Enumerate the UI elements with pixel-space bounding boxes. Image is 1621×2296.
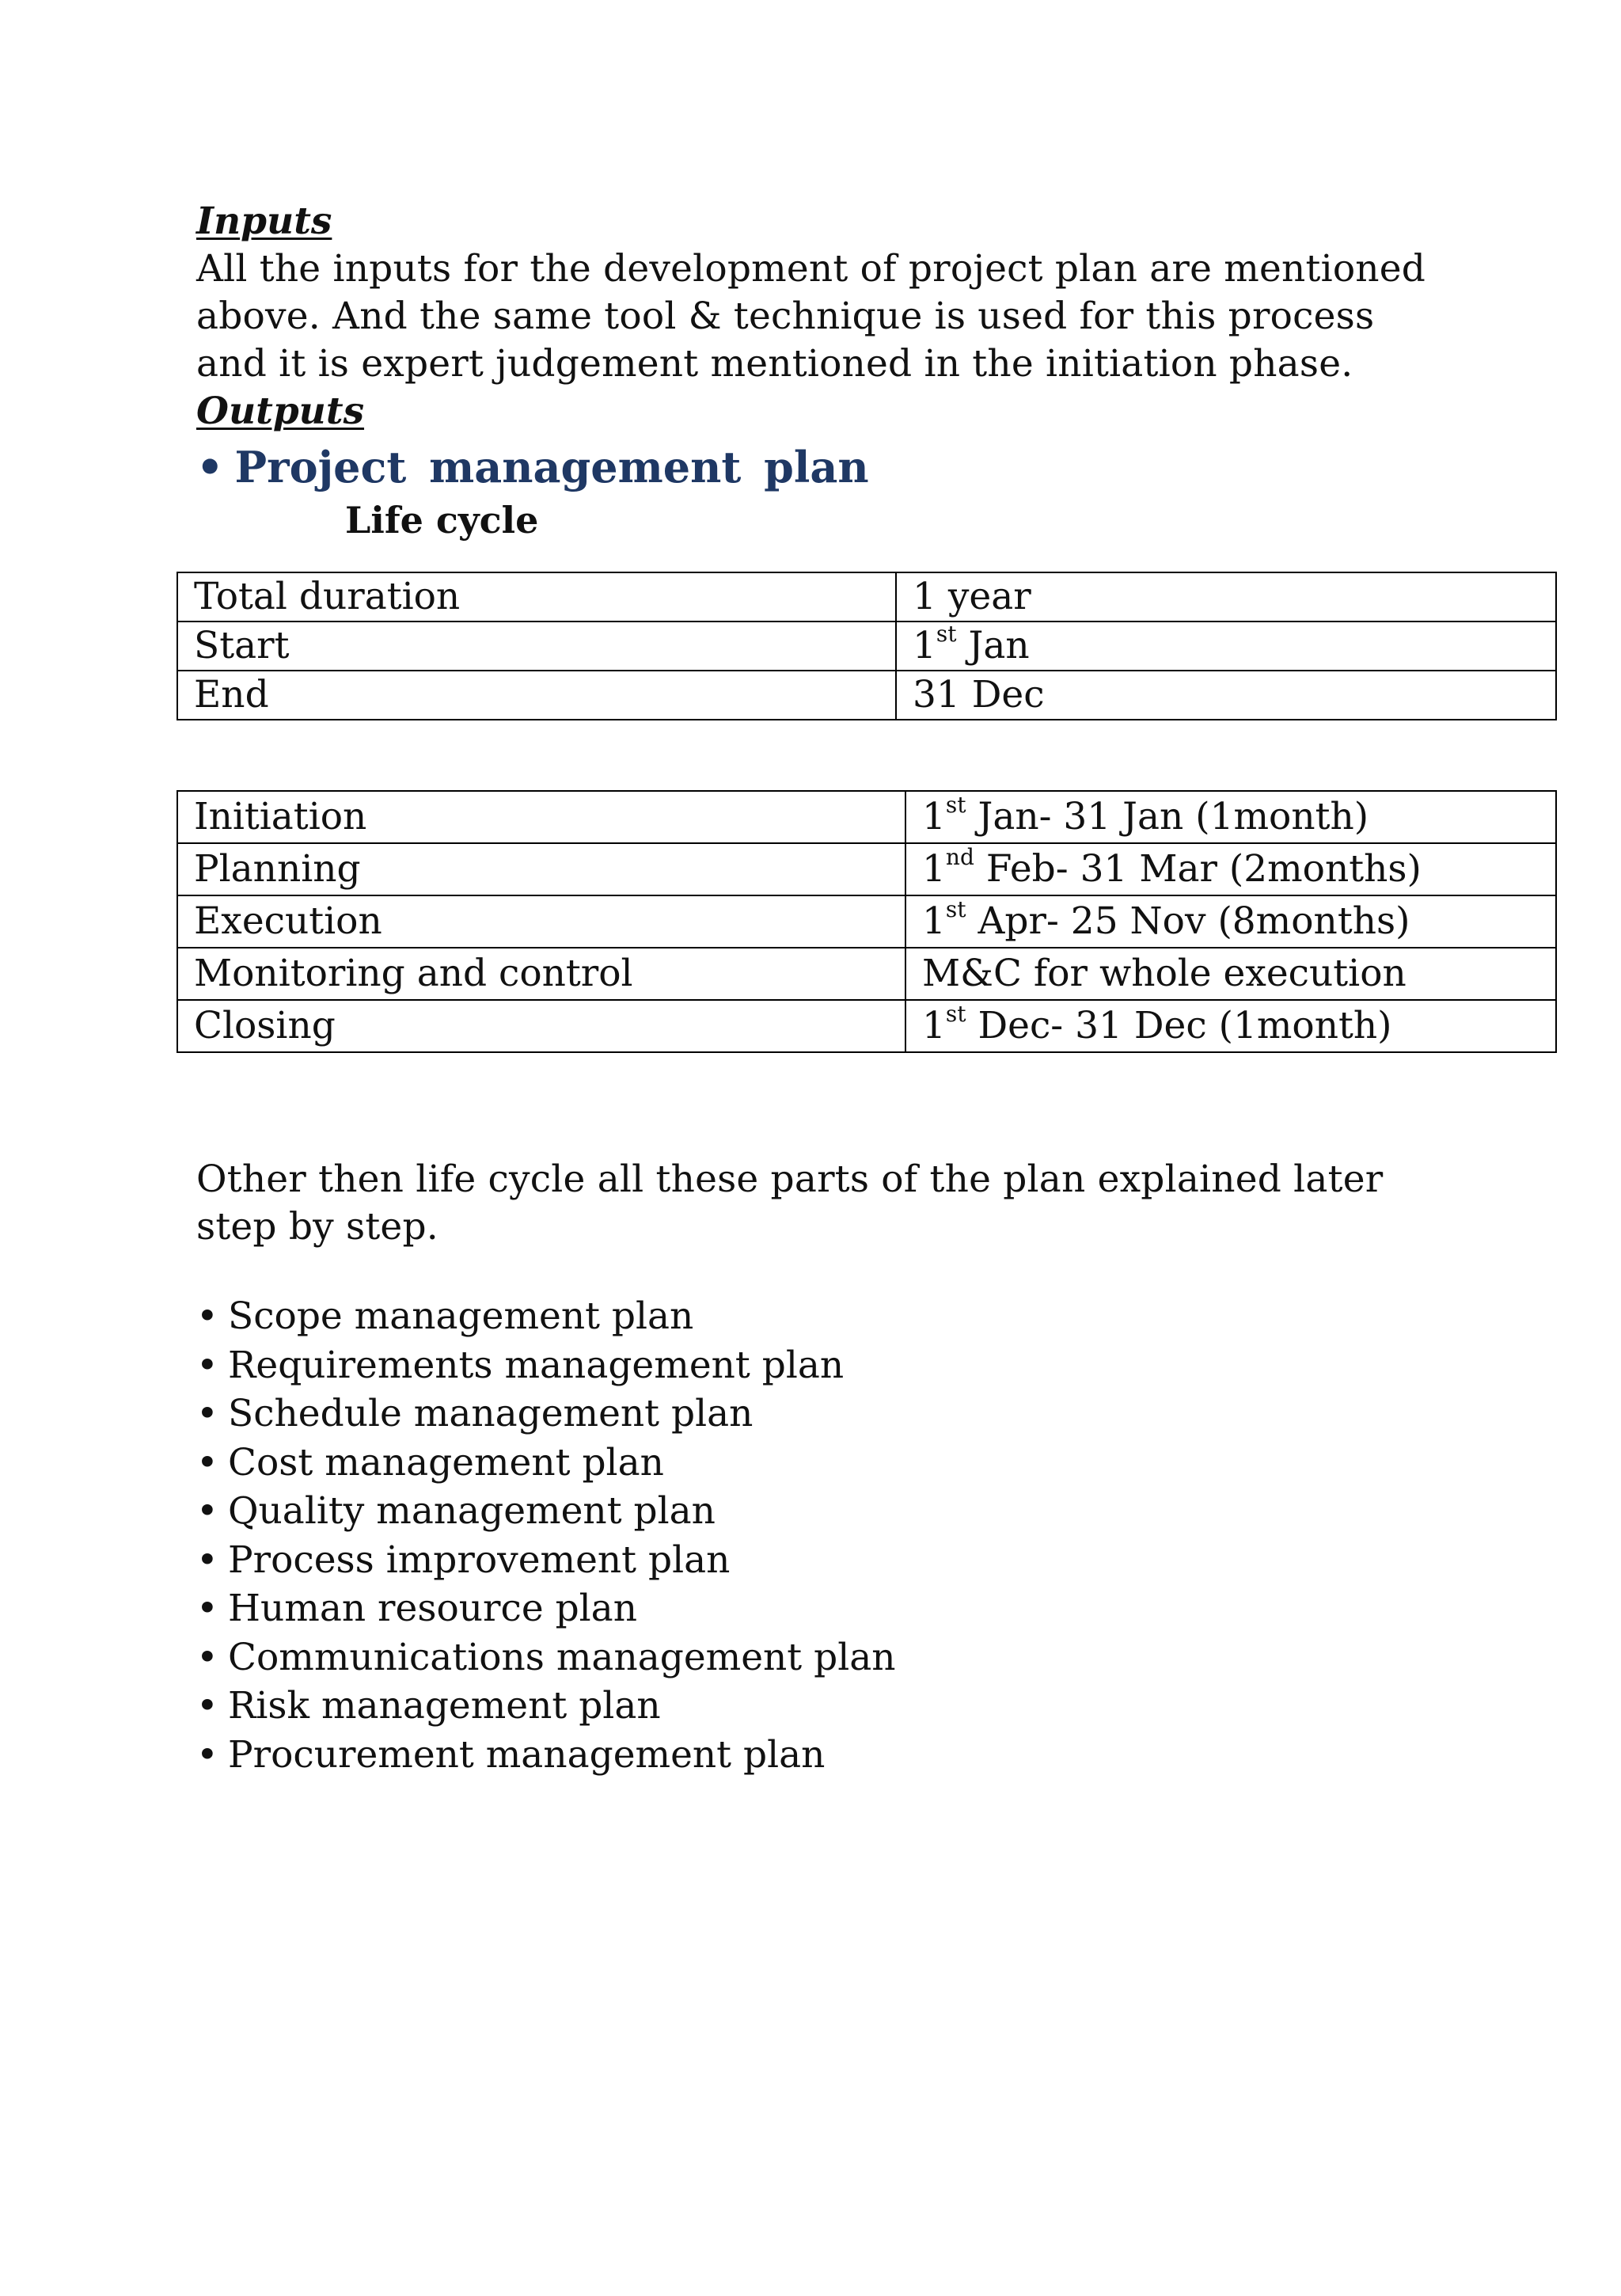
phase-table-value-cell (905, 895, 1556, 948)
phase-table-label-cell: Planning (177, 843, 905, 895)
bullet-icon: • (196, 1489, 218, 1533)
phase-table-value-suffix: nd (945, 844, 974, 871)
plan-list-item (196, 1633, 896, 1682)
plan-list-item-label: Communications management plan (228, 1635, 896, 1679)
plan-list (196, 1292, 896, 1779)
plan-list-item (196, 1341, 896, 1390)
bullet-icon: • (196, 1343, 218, 1387)
duration-table-row (177, 572, 1556, 622)
duration-table-row (177, 622, 1556, 671)
duration-table-label-cell: End (177, 671, 896, 720)
plan-list-item (196, 1682, 896, 1731)
phase-table-value: 1 (922, 795, 946, 838)
plan-list-item-label: Scope management plan (228, 1294, 694, 1338)
duration-table (177, 572, 1557, 720)
duration-table-value: 31 Dec (913, 673, 1045, 717)
bullet-icon: • (196, 1732, 218, 1777)
plan-list-item (196, 1439, 896, 1488)
phase-table-value-cell (905, 843, 1556, 895)
bullet-icon: • (196, 1635, 218, 1679)
phase-table-row (177, 948, 1556, 1000)
phase-table-value: M&C for whole execution (922, 952, 1407, 995)
bullet-icon: • (196, 442, 224, 492)
plan-list-item-label: Cost management plan (228, 1440, 664, 1484)
phase-table-row (177, 791, 1556, 843)
bullet-icon: • (196, 1538, 218, 1582)
plan-list-item (196, 1584, 896, 1633)
inputs-heading: Inputs (196, 200, 332, 243)
duration-table-value-cell (896, 572, 1556, 622)
phase-table-row (177, 895, 1556, 948)
duration-table-value: 1 year (913, 575, 1031, 618)
phase-table-value: 1 (922, 899, 946, 943)
plan-list-item (196, 1536, 896, 1585)
duration-table-label-cell: Total duration (177, 572, 896, 622)
plan-list-item-label: Risk management plan (228, 1684, 661, 1728)
duration-table-value-cell (896, 622, 1556, 671)
duration-table-label-cell: Start (177, 622, 896, 671)
duration-table-value: 1 (913, 624, 936, 667)
duration-table-value-suffix: st (936, 621, 957, 648)
inputs-line-3: and it is expert judgement mentioned in the initiation phase. (196, 342, 1353, 386)
duration-table-value-cell (896, 671, 1556, 720)
plan-list-item-label: Quality management plan (228, 1489, 716, 1533)
plan-list-item-label: Human resource plan (228, 1587, 637, 1630)
phase-table-value-rest: Dec- 31 Dec (1month) (966, 1004, 1392, 1047)
bullet-icon: • (196, 1294, 218, 1338)
phase-table-label-cell: Monitoring and control (177, 948, 905, 1000)
plan-list-item-label: Process improvement plan (228, 1538, 731, 1582)
duration-table-row (177, 671, 1556, 720)
other-line-2: step by step. (196, 1205, 438, 1249)
bullet-icon: • (196, 1392, 218, 1435)
phase-table-label-cell: Execution (177, 895, 905, 948)
phase-table-row (177, 1000, 1556, 1052)
phase-table-value-cell (905, 948, 1556, 1000)
phase-table-value-suffix: st (945, 1001, 966, 1028)
inputs-line-1: All the inputs for the development of project plan are mentioned (196, 247, 1426, 291)
plan-list-item (196, 1292, 896, 1341)
phase-table-row (177, 843, 1556, 895)
plan-list-item-label: Procurement management plan (228, 1732, 826, 1777)
phase-table-value-rest: Jan- 31 Jan (1month) (966, 795, 1369, 838)
plan-list-item-label: Schedule management plan (228, 1392, 754, 1435)
phase-table-value-suffix: st (945, 896, 966, 923)
phase-table (177, 790, 1557, 1053)
bullet-icon: • (196, 1684, 218, 1728)
phase-table-value-cell (905, 1000, 1556, 1052)
other-paragraph (196, 1156, 1463, 1251)
project-management-plan-label: Project management plan (234, 442, 869, 492)
duration-table-value-rest: Jan (956, 624, 1030, 667)
inputs-line-2: above. And the same tool & technique is used for this process (196, 295, 1375, 338)
plan-list-item (196, 1487, 896, 1536)
phase-table-label-cell: Closing (177, 1000, 905, 1052)
phase-table-value-suffix: st (945, 792, 966, 819)
other-line-1: Other then life cycle all these parts of the plan explained later (196, 1158, 1384, 1201)
plan-list-item (196, 1731, 896, 1780)
outputs-heading: Outputs (196, 390, 365, 433)
project-management-plan-heading (196, 439, 869, 495)
life-cycle-subheading: Life cycle (345, 499, 539, 542)
phase-table-value-rest: Feb- 31 Mar (2months) (974, 847, 1422, 891)
bullet-icon: • (196, 1587, 218, 1630)
phase-table-value-cell (905, 791, 1556, 843)
phase-table-value-rest: Apr- 25 Nov (8months) (966, 899, 1410, 943)
phase-table-label-cell: Initiation (177, 791, 905, 843)
plan-list-item (196, 1389, 896, 1439)
inputs-paragraph (196, 245, 1463, 388)
phase-table-value: 1 (922, 1004, 946, 1047)
bullet-icon: • (196, 1440, 218, 1484)
plan-list-item-label: Requirements management plan (228, 1343, 845, 1387)
phase-table-value: 1 (922, 847, 946, 891)
